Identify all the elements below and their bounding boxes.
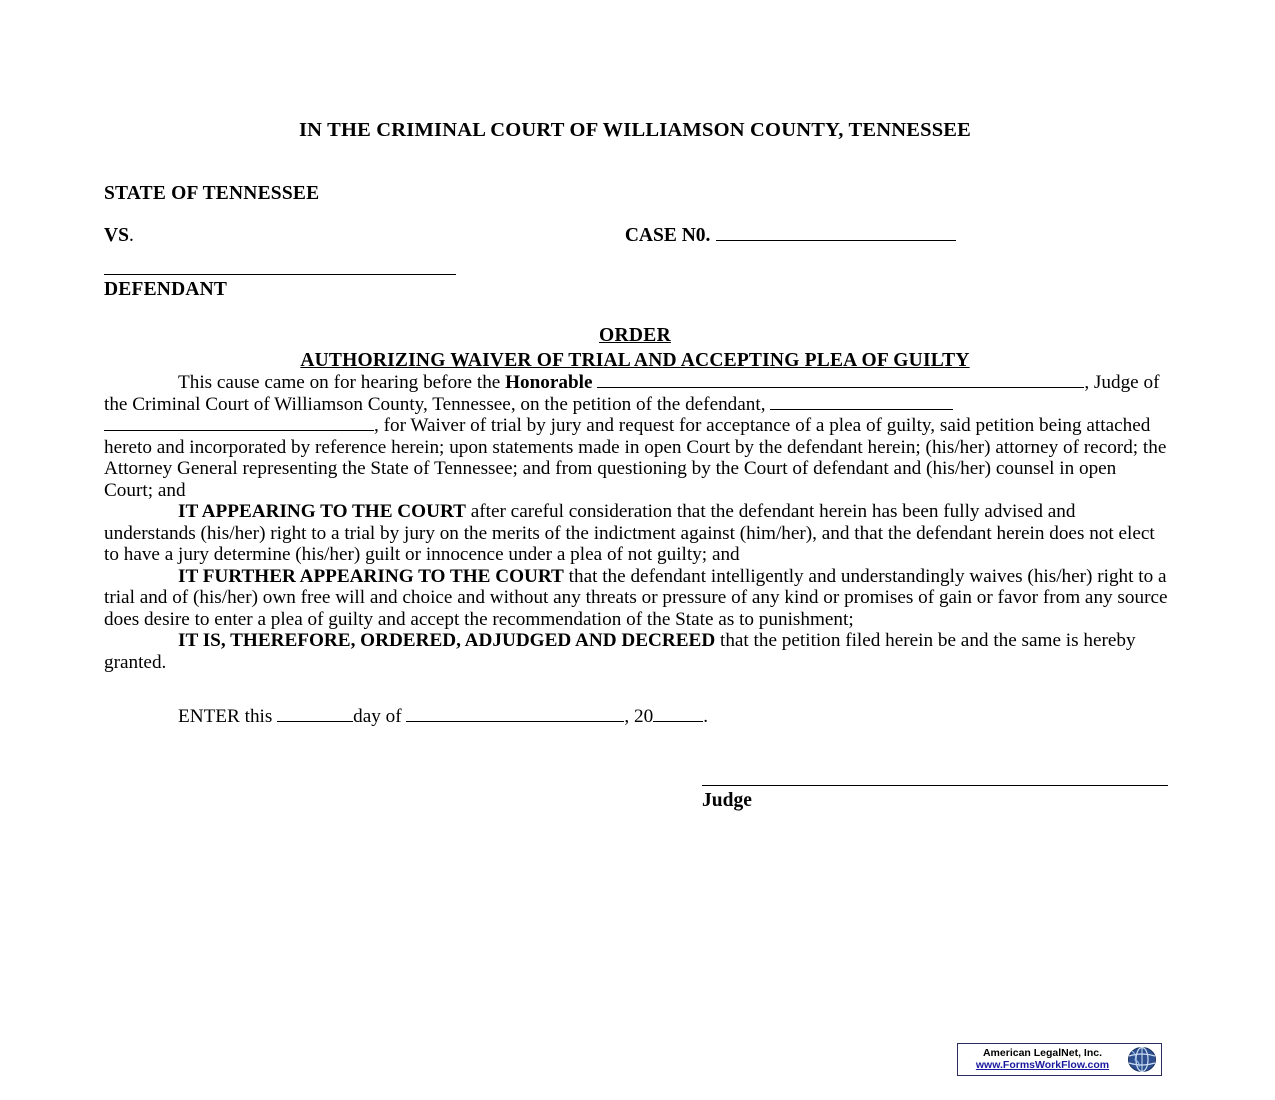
enter-suffix: . [703, 706, 708, 727]
enter-prefix: ENTER this [178, 706, 278, 727]
defendant-label: DEFENDANT [104, 279, 228, 300]
signature-block [702, 784, 1168, 812]
order-heading-line2: AUTHORIZING WAIVER OF TRIAL AND ACCEPTING PLEA OF GUILTY [300, 350, 970, 371]
p1-text-b: , Judge of the Criminal Court of Williamson County, Tennessee, on the petition of the defendant, [104, 372, 1160, 415]
vs-period: . [128, 225, 134, 246]
court-title: IN THE CRIMINAL COURT OF WILLIAMSON COUNTY, TENNESSEE [298, 119, 972, 141]
month-field[interactable] [406, 707, 624, 722]
day-field[interactable] [277, 707, 353, 722]
paragraph-2 [104, 501, 1169, 566]
enter-year-prefix: , 20 [624, 706, 654, 727]
case-number-field[interactable] [716, 225, 956, 241]
case-caption [104, 183, 1169, 301]
badge-company-name: American LegalNet, Inc. [982, 1047, 1103, 1060]
defendant-name-field[interactable] [104, 273, 456, 275]
case-number-block [625, 225, 957, 247]
order-heading [104, 325, 1166, 372]
judge-signature-label: Judge [702, 790, 752, 811]
p3-lead-bold: IT FURTHER APPEARING TO THE COURT [178, 565, 564, 587]
vs-row [104, 225, 1169, 247]
paragraph-4 [104, 630, 1169, 673]
state-party-label: STATE OF TENNESSEE [104, 183, 320, 204]
badge-website-link[interactable]: www.FormsWorkFlow.com [975, 1058, 1110, 1071]
case-number-label: CASE N0. [624, 225, 711, 246]
paragraph-1 [104, 372, 1169, 501]
document-content [104, 0, 1169, 812]
p4-lead-bold: IT IS, THEREFORE, ORDERED, ADJUDGED AND DECREED [178, 630, 716, 651]
globe-icon [1125, 1045, 1159, 1074]
p3-text: that the defendant intelligently and understandingly waives (his/her) right to a trial and of (his/her) own free will and choice and without any threats or pressure of any kind or promises of gain or favor from any source does desire to enter a plea of guilty and accept the recommendation of the State as to punishment; [104, 565, 1168, 630]
american-legalnet-badge [957, 1043, 1162, 1076]
judge-name-field[interactable] [597, 373, 1084, 388]
vs-label: VS [104, 225, 129, 246]
judge-signature-field[interactable] [702, 784, 1168, 786]
year-field[interactable] [653, 707, 703, 722]
p1-honorable-label: Honorable [505, 372, 593, 393]
enter-date-line [104, 706, 1169, 728]
p4-text: that the petition filed herein be and the same is hereby granted. [104, 630, 1136, 673]
enter-mid: day of [353, 706, 407, 727]
order-heading-line1: ORDER [599, 325, 671, 346]
p1-text-c: , for Waiver of trial by jury and request for acceptance of a plea of guilty, said petition being attached hereto and incorporated by reference herein; upon statements made in open Court by the defendant herein; (his/her) attorney of record; the Attorney General representing the State of Tennessee; and from questioning by the Court of defendant and (his/her) counsel in open Court; and [104, 415, 1167, 501]
badge-text [958, 1048, 1125, 1070]
p2-text: after careful consideration that the defendant herein has been fully advised and understands (his/her) right to a trial by jury on the merits of the indictment against (him/her), and that the defendant herein does not elect to have a jury determine (his/her) guilt or innocence under a plea of not guilty; and [104, 501, 1155, 565]
defendant-name-field-3[interactable] [104, 416, 374, 431]
p2-lead-bold: IT APPEARING TO THE COURT [178, 501, 466, 522]
p1-text-a: This cause came on for hearing before the [178, 372, 506, 393]
defendant-name-field-2[interactable] [770, 395, 953, 410]
paragraph-3 [104, 566, 1169, 631]
